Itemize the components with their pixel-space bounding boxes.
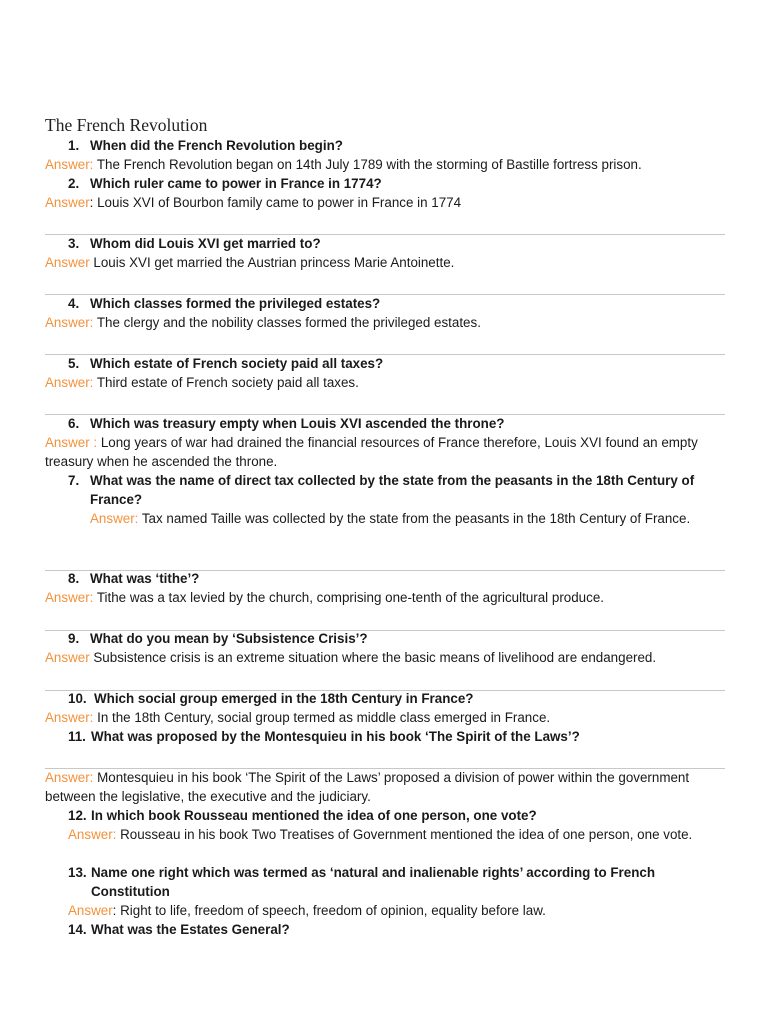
answer-text: Louis XVI get married the Austrian princess Marie Antoinette. bbox=[89, 255, 455, 270]
answer-7 bbox=[90, 509, 715, 528]
answer-label: Answer: bbox=[45, 770, 94, 785]
answer-text: Tithe was a tax levied by the church, comprising one-tenth of the agricultural produce. bbox=[93, 590, 604, 605]
answer-8 bbox=[45, 588, 735, 607]
answer-text: Third estate of French society paid all taxes. bbox=[93, 375, 359, 390]
answer-text: The clergy and the nobility classes formed the privileged estates. bbox=[93, 315, 481, 330]
question-number: 1. bbox=[68, 138, 80, 153]
answer-label: Answer bbox=[68, 903, 113, 918]
answer-label: Answer bbox=[45, 650, 90, 665]
answer-4 bbox=[45, 313, 735, 332]
answer-12 bbox=[68, 825, 713, 844]
page-title: The French Revolution bbox=[45, 115, 208, 135]
answer-label: Answer: bbox=[45, 315, 94, 330]
question-number: 5. bbox=[68, 356, 80, 371]
answer-text: : Right to life, freedom of speech, freedom of opinion, equality before law. bbox=[112, 903, 546, 918]
answer-9 bbox=[45, 648, 745, 667]
answer-label: Answer: bbox=[90, 511, 139, 526]
answer-label: Answer bbox=[45, 195, 90, 210]
question-text: What do you mean by ‘Subsistence Crisis’? bbox=[90, 631, 368, 646]
question-number: 3. bbox=[68, 236, 80, 251]
answer-1 bbox=[45, 155, 735, 174]
question-number: 13. bbox=[68, 865, 87, 880]
question-text: Which was treasury empty when Louis XVI ascended the throne? bbox=[90, 416, 505, 431]
answer-text: Tax named Taille was collected by the state from the peasants in the 18th Century of France. bbox=[138, 511, 691, 526]
answer-text: Long years of war had drained the financial resources of France therefore, Louis XVI found an empty treasury when he ascended the throne. bbox=[45, 435, 698, 469]
question-text: In which book Rousseau mentioned the idea of one person, one vote? bbox=[91, 808, 537, 823]
answer-text: The French Revolution began on 14th July 1789 with the storming of Bastille fortress prison. bbox=[93, 157, 642, 172]
answer-label: Answer: bbox=[68, 827, 117, 842]
answer-label: Answer: bbox=[45, 375, 94, 390]
question-number: 12. bbox=[68, 808, 87, 823]
answer-text: : Louis XVI of Bourbon family came to power in France in 1774 bbox=[89, 195, 462, 210]
answer-2 bbox=[45, 193, 735, 212]
answer-6 bbox=[45, 433, 725, 471]
question-text: When did the French Revolution begin? bbox=[90, 138, 343, 153]
answer-label: Answer: bbox=[45, 590, 94, 605]
question-text: Whom did Louis XVI get married to? bbox=[90, 236, 321, 251]
question-number: 8. bbox=[68, 571, 80, 586]
question-number: 9. bbox=[68, 631, 80, 646]
question-number: 7. bbox=[68, 473, 80, 488]
question-number: 11. bbox=[68, 729, 86, 744]
answer-11 bbox=[45, 768, 725, 806]
answer-13 bbox=[68, 901, 728, 920]
question-text: Which social group emerged in the 18th Century in France? bbox=[94, 691, 474, 706]
answer-10 bbox=[45, 708, 735, 727]
question-text: What was ‘tithe’? bbox=[90, 571, 200, 586]
answer-label: Answer bbox=[45, 255, 90, 270]
question-text: What was the name of direct tax collected by the state from the peasants in the 18th Century of France? bbox=[90, 473, 695, 507]
question-number: 14. bbox=[68, 922, 87, 937]
answer-text: Rousseau in his book Two Treatises of Government mentioned the idea of one person, one vote. bbox=[116, 827, 693, 842]
question-number: 4. bbox=[68, 296, 80, 311]
answer-text: Montesquieu in his book ‘The Spirit of the Laws’ proposed a division of power within the government between the legislative, the executive and the judiciary. bbox=[45, 770, 690, 804]
question-number: 6. bbox=[68, 416, 80, 431]
answer-label: Answer: bbox=[45, 157, 94, 172]
question-text: Which classes formed the privileged estates? bbox=[90, 296, 381, 311]
question-text: What was the Estates General? bbox=[91, 922, 290, 937]
answer-text: Subsistence crisis is an extreme situation where the basic means of livelihood are endangered. bbox=[89, 650, 657, 665]
answer-3 bbox=[45, 253, 735, 272]
question-number: 2. bbox=[68, 176, 80, 191]
question-text: Which estate of French society paid all taxes? bbox=[90, 356, 384, 371]
answer-label: Answer: bbox=[45, 710, 94, 725]
question-text: Which ruler came to power in France in 1774? bbox=[90, 176, 382, 191]
question-text: What was proposed by the Montesquieu in his book ‘The Spirit of the Laws’? bbox=[91, 729, 580, 744]
question-number: 10. bbox=[68, 691, 87, 706]
answer-5 bbox=[45, 373, 735, 392]
answer-label: Answer : bbox=[45, 435, 98, 450]
answer-text: In the 18th Century, social group termed as middle class emerged in France. bbox=[93, 710, 551, 725]
question-text: Name one right which was termed as ‘natural and inalienable rights’ according to French Constitution bbox=[91, 865, 656, 899]
